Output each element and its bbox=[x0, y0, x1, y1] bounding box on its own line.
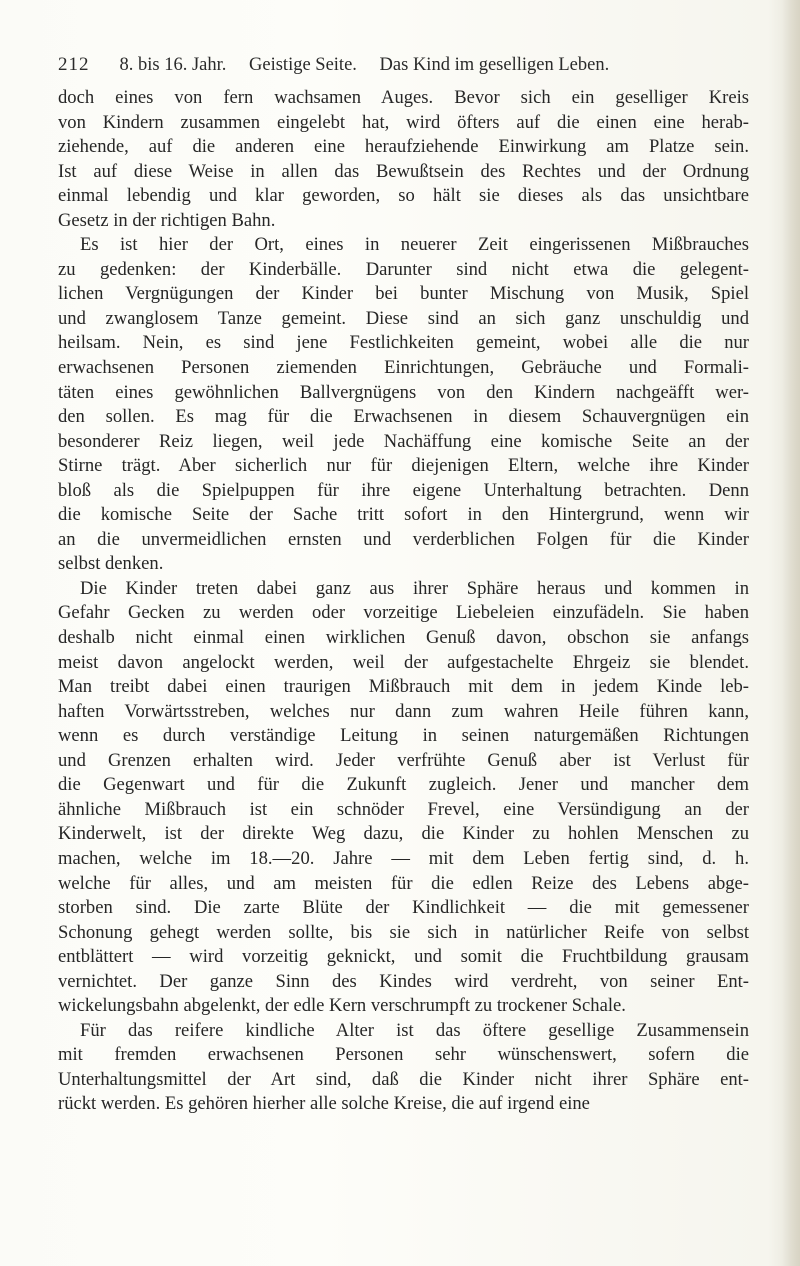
body-text bbox=[58, 86, 749, 1117]
text-line: Ist auf diese Weise in allen das Bewußtsein des Rechtes und der Ordnung bbox=[58, 160, 749, 182]
text-line: den sollen. Es mag für die Erwachsenen in diesem Schauvergnügen ein bbox=[58, 406, 749, 428]
text-line: doch eines von fern wachsamen Auges. Bevor sich ein geselliger Kreis bbox=[58, 87, 749, 108]
text-line: mit fremden erwachsenen Personen sehr wünschenswert, sofern die bbox=[58, 1044, 749, 1066]
text-line: die komische Seite der Sache tritt sofort in den Hintergrund, wenn wir bbox=[58, 504, 749, 526]
text-line: vernichtet. Der ganze Sinn des Kindes wird verdreht, von seiner Ent- bbox=[58, 970, 749, 992]
running-head bbox=[58, 54, 758, 80]
text-line: an die unvermeidlichen ernsten und verderblichen Folgen für die Kinder bbox=[58, 528, 749, 550]
text-line: heilsam. Nein, es sind jene Festlichkeiten gemeint, wobei alle die nur bbox=[58, 332, 749, 354]
text-line: und zwanglosem Tanze gemeint. Diese sind an sich ganz unschuldig und bbox=[58, 307, 749, 329]
running-head-title bbox=[120, 55, 610, 76]
text-line: wickelungsbahn abgelenkt, der edle Kern verschrumpft zu trockener Schale. bbox=[58, 995, 626, 1017]
text-line: zu gedenken: der Kinderbälle. Darunter sind nicht etwa die gelegent- bbox=[58, 258, 749, 280]
text-line: storben sind. Die zarte Blüte der Kindlichkeit — die mit gemessener bbox=[58, 897, 749, 919]
text-line: selbst denken. bbox=[58, 553, 164, 575]
text-line: besonderer Reiz liegen, weil jede Nachäffung eine komische Seite an der bbox=[58, 430, 749, 452]
text-line: ähnliche Mißbrauch ist ein schnöder Frevel, eine Versündigung an der bbox=[58, 798, 749, 820]
text-line: ziehende, auf die anderen eine heraufziehende Einwirkung am Platze sein. bbox=[58, 136, 749, 158]
text-line: meist davon angelockt werden, weil der aufgestachelte Ehrgeiz sie blendet. bbox=[58, 651, 749, 673]
paragraph bbox=[58, 233, 749, 577]
text-line: täten eines gewöhnlichen Ballvergnügens von den Kindern nachgeäfft wer- bbox=[58, 381, 749, 403]
text-line: einmal lebendig und klar geworden, so hält sie dieses als das unsichtbare bbox=[58, 185, 749, 207]
text-line: Stirne trägt. Aber sicherlich nur für diejenigen Eltern, welche ihre Kinder bbox=[58, 455, 749, 477]
page-number: 212 bbox=[58, 54, 90, 75]
header-chapter: Das Kind im geselligen Leben. bbox=[379, 55, 610, 75]
text-line: Gesetz in der richtigen Bahn. bbox=[58, 209, 276, 231]
text-line: Man treibt dabei einen traurigen Mißbrauch mit dem in jedem Kinde leb- bbox=[58, 676, 749, 698]
text-line: Die Kinder treten dabei ganz aus ihrer Sphäre heraus und kommen in bbox=[80, 577, 749, 599]
text-line: Unterhaltungsmittel der Art sind, daß die Kinder nicht ihrer Sphäre ent- bbox=[58, 1068, 749, 1090]
text-line: erwachsenen Personen ziemenden Einrichtungen, Gebräuche und Formali- bbox=[58, 357, 749, 379]
text-line: Es ist hier der Ort, eines in neuerer Zeit eingerissenen Mißbrauches bbox=[80, 234, 749, 256]
text-line: Kinderwelt, ist der direkte Weg dazu, die Kinder zu hohlen Menschen zu bbox=[58, 823, 749, 845]
text-line: die Gegenwart und für die Zukunft zugleich. Jener und mancher dem bbox=[58, 774, 749, 796]
paragraph bbox=[58, 1019, 749, 1117]
page-edge-shadow bbox=[782, 0, 800, 1266]
header-part: Geistige Seite. bbox=[249, 55, 357, 75]
text-line: Für das reifere kindliche Alter ist das öftere gesellige Zusammensein bbox=[80, 1019, 749, 1041]
text-line: rückt werden. Es gehören hierher alle solche Kreise, die auf irgend eine bbox=[58, 1093, 590, 1115]
text-line: lichen Vergnügungen der Kinder bei bunter Mischung von Musik, Spiel bbox=[58, 283, 749, 305]
text-line: deshalb nicht einmal einen wirklichen Genuß davon, obschon sie anfangs bbox=[58, 627, 749, 649]
text-line: machen, welche im 18.—20. Jahre — mit dem Leben fertig sind, d. h. bbox=[58, 847, 749, 869]
text-line: von Kindern zusammen eingelebt hat, wird öfters auf die einen eine herab- bbox=[58, 111, 749, 133]
text-line: entblättert — wird vorzeitig geknickt, und somit die Fruchtbildung grausam bbox=[58, 946, 749, 968]
text-line: Schonung gehegt werden sollte, bis sie sich in natürlicher Reife von selbst bbox=[58, 921, 749, 943]
text-line: wenn es durch verständige Leitung in seinen naturgemäßen Richtungen bbox=[58, 725, 749, 747]
text-line: welche für alles, und am meisten für die edlen Reize des Lebens abge- bbox=[58, 872, 749, 894]
text-line: bloß als die Spielpuppen für ihre eigene Unterhaltung betrachten. Denn bbox=[58, 479, 749, 501]
text-line: und Grenzen erhalten wird. Jeder verfrühte Genuß aber ist Verlust für bbox=[58, 749, 749, 771]
text-line: haften Vorwärtsstreben, welches nur dann zum wahren Heile führen kann, bbox=[58, 700, 749, 722]
paragraph bbox=[58, 577, 749, 1019]
text-line: Gefahr Gecken zu werden oder vorzeitige Liebeleien einzufädeln. Sie haben bbox=[58, 602, 749, 624]
header-section: 8. bis 16. Jahr. bbox=[119, 55, 227, 75]
paragraph bbox=[58, 86, 749, 233]
